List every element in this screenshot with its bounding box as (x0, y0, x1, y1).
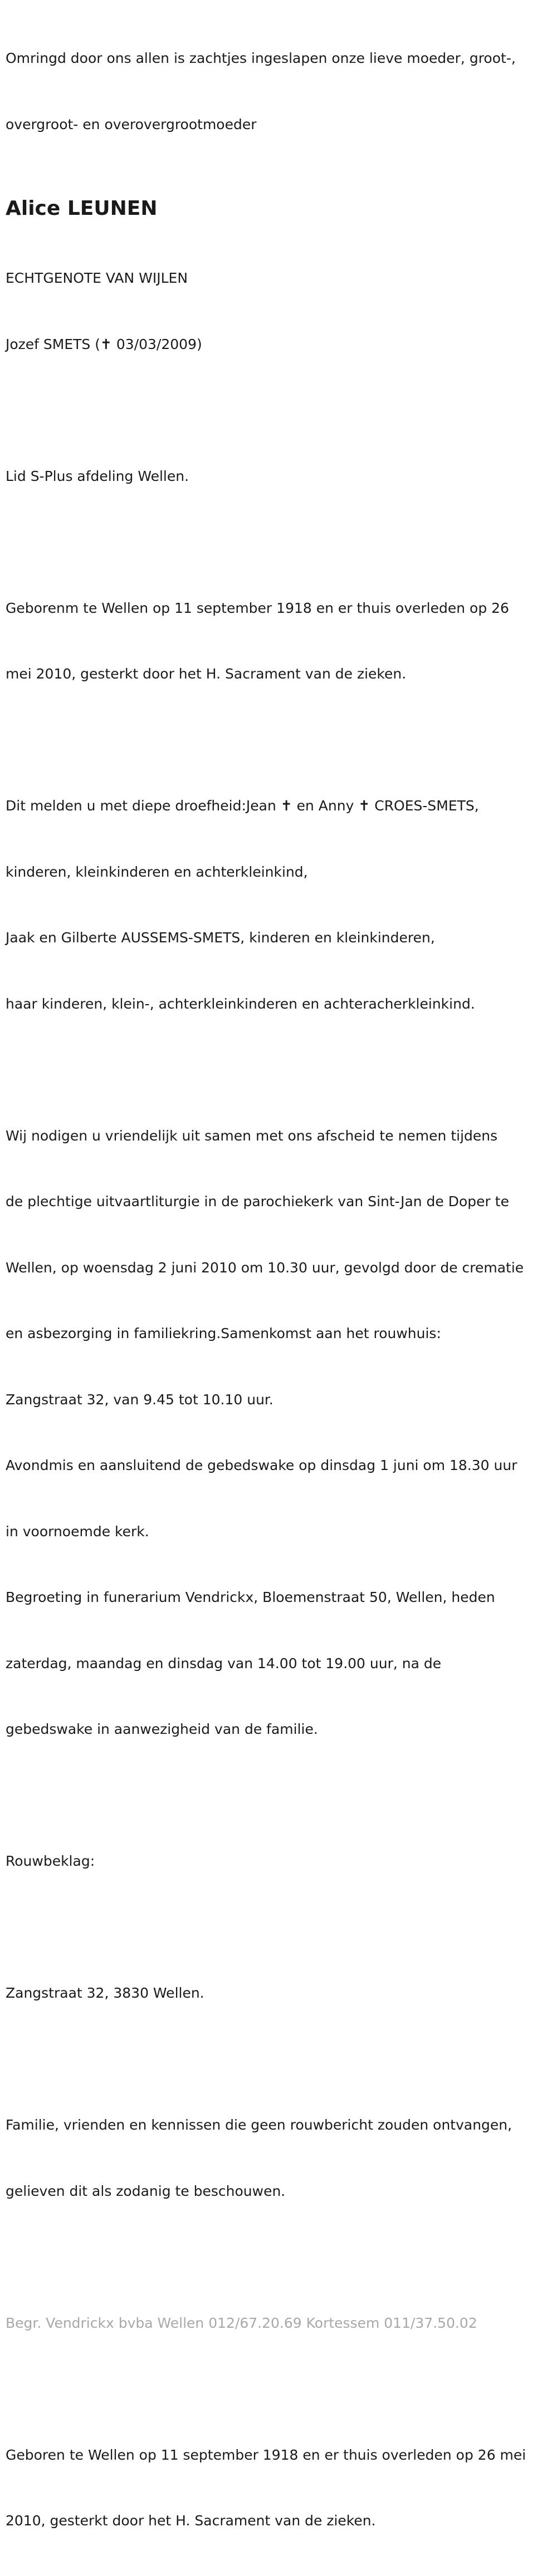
ceremony-line: Begroeting in funerarium Vendrickx, Bloemenstraat 50, Wellen, heden (6, 1589, 495, 1605)
family-paragraph (6, 751, 551, 1059)
spacer (6, 1059, 551, 1081)
intro-paragraph (6, 3, 551, 179)
spouse-block (6, 223, 551, 399)
notice-line: gelieven dit als zodanig te beschouwen. (6, 2182, 286, 2199)
membership-line: Lid S-Plus afdeling Wellen. (6, 468, 189, 484)
ceremony-paragraph (6, 1081, 551, 1784)
birth-repeat-line: 2010, gesterkt door het H. Sacrament van de zieken. (6, 2513, 376, 2529)
birth-repeat-line: Geboren te Wellen op 11 september 1918 en er thuis overleden op 26 mei (6, 2446, 526, 2463)
ceremony-line: gebedswake in aanwezigheid van de familie. (6, 1721, 318, 1737)
family-line: kinderen, kleinkinderen en achterkleinkind, (6, 863, 308, 880)
funeral-home-info (6, 2268, 551, 2378)
birth-line: mei 2010, gesterkt door het H. Sacrament van de zieken. (6, 666, 407, 682)
birth-repeat-paragraph (6, 2400, 551, 2576)
ceremony-line: Wij nodigen u vriendelijk uit samen met ons afscheid te nemen tijdens (6, 1127, 498, 1144)
ceremony-line: en asbezorging in familiekring.Samenkomst aan het rouwhuis: (6, 1325, 441, 1341)
address-line: Zangstraat 32, 3830 Wellen. (6, 1985, 204, 2001)
membership-text (6, 421, 551, 532)
family-line: Jaak en Gilberte AUSSEMS-SMETS, kinderen en kleinkinderen, (6, 930, 435, 946)
ceremony-line: Avondmis en aansluitend de gebedswake op dinsdag 1 juni om 18.30 uur (6, 1457, 517, 1473)
spouse-name: Jozef SMETS (✝ 03/03/2009) (6, 336, 202, 352)
ceremony-line: Wellen, op woensdag 2 juni 2010 om 10.30 uur, gevolgd door de crematie (6, 1259, 524, 1276)
notice-line: Familie, vrienden en kennissen die geen rouwbericht zouden ontvangen, (6, 2117, 512, 2133)
spacer (6, 2246, 551, 2268)
ceremony-line: de plechtige uitvaartliturgie in de parochiekerk van Sint-Jan de Doper te (6, 1193, 509, 1210)
intro-line: Omringd door ons allen is zachtjes ingeslapen onze lieve moeder, groot-, (6, 50, 516, 66)
spacer (6, 399, 551, 421)
spacer (6, 1916, 551, 1939)
family-line: haar kinderen, klein-, achterkleinkinderen en achteracherkleinkind. (6, 995, 475, 1012)
spacer (6, 2048, 551, 2071)
ceremony-line: zaterdag, maandag en dinsdag van 14.00 tot 19.00 uur, na de (6, 1655, 442, 1672)
birth-paragraph (6, 553, 551, 729)
family-line: Dit melden u met diepe droefheid:Jean ✝ en Anny ✝ CROES-SMETS, (6, 798, 479, 814)
deceased-name: Alice LEUNEN (6, 197, 158, 220)
spacer (6, 1784, 551, 1807)
mourning-address (6, 1938, 551, 2048)
mourning-label (6, 1806, 551, 1916)
spacer (6, 729, 551, 751)
mourning-label-text: Rouwbeklag: (6, 1853, 95, 1869)
ceremony-line: Zangstraat 32, van 9.45 tot 10.10 uur. (6, 1391, 273, 1408)
ceremony-line: in voornoemde kerk. (6, 1523, 149, 1540)
spacer (6, 2378, 551, 2400)
spouse-label: ECHTGENOTE VAN WIJLEN (6, 270, 188, 286)
birth-line: Geborenm te Wellen op 11 september 1918 en er thuis overleden op 26 (6, 599, 509, 616)
spacer (6, 531, 551, 553)
intro-line: overgroot- en overovergrootmoeder (6, 116, 257, 132)
notice-paragraph (6, 2070, 551, 2246)
funeral-home-line: Begr. Vendrickx bvba Wellen 012/67.20.69 Kortessem 011/37.50.02 (6, 2314, 477, 2331)
